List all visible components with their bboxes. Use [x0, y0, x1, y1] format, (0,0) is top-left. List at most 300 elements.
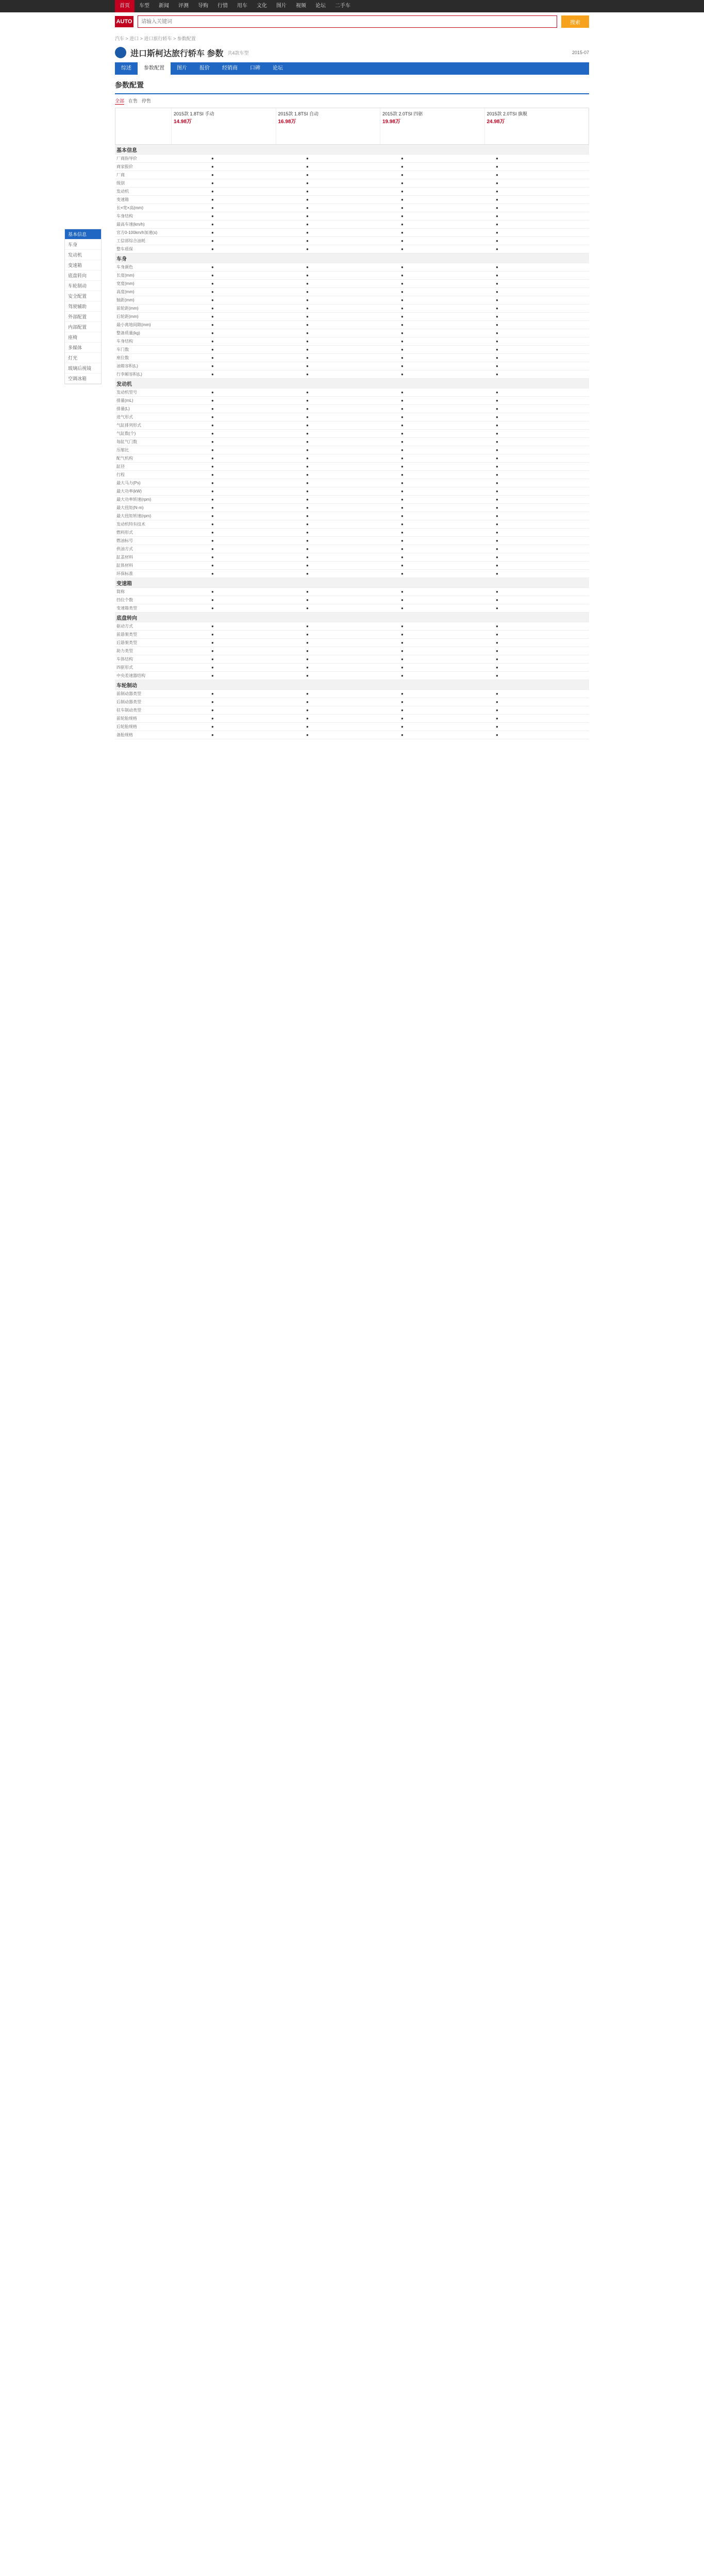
- tab[interactable]: 报价: [199, 65, 210, 71]
- side-nav-item[interactable]: 安全配置: [65, 291, 101, 301]
- spec-value: ●: [305, 487, 399, 496]
- topnav-link[interactable]: 车型: [139, 3, 149, 9]
- spec-row: [115, 263, 589, 272]
- spec-row: [115, 672, 589, 680]
- spec-label: 驱动方式: [115, 622, 210, 631]
- spec-value: ●: [305, 438, 399, 446]
- spec-row: [115, 163, 589, 171]
- tab[interactable]: 图片: [177, 65, 187, 71]
- spec-value: ●: [494, 237, 589, 245]
- side-nav-item[interactable]: 车轮制动: [65, 281, 101, 291]
- section-title: 基本信息: [115, 145, 589, 155]
- spec-value: ●: [494, 405, 589, 413]
- spec-value: ●: [305, 212, 399, 221]
- spec-value: ●: [399, 229, 494, 237]
- spec-label: 前轮胎规格: [115, 715, 210, 723]
- car-name[interactable]: 2015款 2.0TSI 旗舰: [487, 111, 528, 116]
- spec-value: ●: [399, 321, 494, 329]
- spec-value: ●: [399, 639, 494, 647]
- spec-value: ●: [210, 212, 305, 221]
- spec-value: ●: [494, 446, 589, 454]
- spec-value: ●: [399, 664, 494, 672]
- spec-row: [115, 413, 589, 421]
- spec-value: ●: [494, 346, 589, 354]
- spec-value: ●: [494, 537, 589, 545]
- spec-value: ●: [305, 329, 399, 337]
- spec-value: ●: [399, 280, 494, 288]
- side-nav-item[interactable]: 车身: [65, 240, 101, 250]
- spec-value: ●: [305, 664, 399, 672]
- spec-value: ●: [494, 313, 589, 321]
- car-column: [484, 108, 589, 144]
- spec-value: ●: [305, 604, 399, 613]
- spec-value: ●: [305, 346, 399, 354]
- spec-label: 变速箱: [115, 196, 210, 204]
- spec-table: [115, 145, 589, 253]
- spec-label: 挡位个数: [115, 596, 210, 604]
- section-title: 车轮制动: [115, 680, 589, 690]
- spec-label: 整备质量(kg): [115, 329, 210, 337]
- spec-value: ●: [494, 622, 589, 631]
- spec-value: ●: [210, 698, 305, 706]
- spec-value: ●: [494, 354, 589, 362]
- spec-row: [115, 188, 589, 196]
- spec-table: [115, 379, 589, 578]
- spec-value: ●: [210, 520, 305, 529]
- spec-value: ●: [305, 288, 399, 296]
- spec-label: 车身结构: [115, 337, 210, 346]
- topnav-link[interactable]: 文化: [257, 3, 267, 9]
- spec-value: ●: [305, 537, 399, 545]
- side-nav-item[interactable]: 基本信息: [65, 229, 101, 240]
- spec-value: ●: [305, 354, 399, 362]
- spec-value: ●: [210, 237, 305, 245]
- spec-value: ●: [305, 163, 399, 171]
- spec-value: ●: [494, 370, 589, 379]
- spec-value: ●: [494, 362, 589, 370]
- spec-value: ●: [494, 454, 589, 463]
- topnav-link[interactable]: 导购: [198, 3, 208, 9]
- spec-value: ●: [305, 596, 399, 604]
- spec-row: [115, 537, 589, 545]
- spec-value: ●: [399, 171, 494, 179]
- spec-row: [115, 313, 589, 321]
- spec-label: 发动机型号: [115, 388, 210, 397]
- spec-value: ●: [305, 280, 399, 288]
- spec-value: ●: [494, 212, 589, 221]
- spec-label: 缸径: [115, 463, 210, 471]
- spec-row: [115, 596, 589, 604]
- spec-value: ●: [305, 304, 399, 313]
- spec-label: 气缸数(个): [115, 430, 210, 438]
- spec-value: ●: [399, 463, 494, 471]
- spec-value: ●: [494, 245, 589, 253]
- spec-row: [115, 454, 589, 463]
- spec-value: ●: [210, 196, 305, 204]
- spec-label: 配气机构: [115, 454, 210, 463]
- spec-value: ●: [210, 296, 305, 304]
- spec-value: ●: [494, 487, 589, 496]
- spec-label: 后轮距(mm): [115, 313, 210, 321]
- spec-value: ●: [210, 631, 305, 639]
- spec-row: [115, 723, 589, 731]
- spec-value: ●: [305, 496, 399, 504]
- search-button[interactable]: 搜索: [561, 15, 589, 28]
- spec-value: ●: [305, 706, 399, 715]
- topnav-link[interactable]: 新闻: [159, 3, 169, 9]
- tab[interactable]: 经销商: [222, 65, 238, 71]
- spec-value: ●: [210, 562, 305, 570]
- topnav-link[interactable]: 首页: [115, 0, 135, 12]
- spec-value: ●: [399, 221, 494, 229]
- spec-value: ●: [494, 421, 589, 430]
- spec-value: ●: [210, 304, 305, 313]
- spec-row: [115, 463, 589, 471]
- topnav-link[interactable]: 评测: [178, 3, 189, 9]
- spec-value: ●: [210, 354, 305, 362]
- spec-value: ●: [305, 272, 399, 280]
- spec-value: ●: [210, 397, 305, 405]
- spec-row: [115, 504, 589, 512]
- spec-value: ●: [494, 296, 589, 304]
- car-price: 19.98万: [382, 119, 401, 125]
- side-nav-item[interactable]: 底盘转向: [65, 270, 101, 281]
- spec-value: ●: [305, 723, 399, 731]
- section-header: [115, 613, 589, 622]
- spec-value: ●: [210, 430, 305, 438]
- spec-value: ●: [494, 155, 589, 163]
- spec-value: ●: [494, 263, 589, 272]
- spec-value: ●: [305, 321, 399, 329]
- spec-value: ●: [305, 296, 399, 304]
- spec-row: [115, 706, 589, 715]
- spec-value: ●: [494, 430, 589, 438]
- spec-value: ●: [305, 512, 399, 520]
- spec-value: ●: [305, 562, 399, 570]
- topnav-link[interactable]: 行情: [217, 3, 228, 9]
- spec-value: ●: [210, 588, 305, 596]
- filter-bar: [115, 94, 589, 108]
- spec-value: ●: [399, 690, 494, 698]
- breadcrumb: 汽车 > 进口 > 进口旅行轿车 > 参数配置: [115, 36, 196, 41]
- spec-value: ●: [494, 388, 589, 397]
- spec-table: [115, 680, 589, 739]
- spec-value: ●: [210, 155, 305, 163]
- spec-value: ●: [210, 288, 305, 296]
- spec-label: 最大功率(kW): [115, 487, 210, 496]
- spec-value: ●: [494, 304, 589, 313]
- spec-label: 轴距(mm): [115, 296, 210, 304]
- spec-value: ●: [210, 280, 305, 288]
- spec-value: ●: [305, 221, 399, 229]
- spec-value: ●: [210, 639, 305, 647]
- tab[interactable]: 参数配置: [138, 62, 171, 75]
- spec-value: ●: [305, 471, 399, 479]
- search-input[interactable]: [138, 16, 557, 27]
- spec-value: ●: [399, 272, 494, 280]
- spec-row: [115, 496, 589, 504]
- spec-label: 最大扭矩(N·m): [115, 504, 210, 512]
- spec-label: 工信部综合油耗: [115, 237, 210, 245]
- spec-row: [115, 446, 589, 454]
- spec-row: [115, 487, 589, 496]
- spec-row: [115, 520, 589, 529]
- spec-row: [115, 622, 589, 631]
- spec-value: ●: [210, 263, 305, 272]
- spec-value: ●: [494, 690, 589, 698]
- spec-label: 环保标准: [115, 570, 210, 578]
- spec-value: ●: [210, 405, 305, 413]
- spec-value: ●: [494, 529, 589, 537]
- spec-value: ●: [399, 405, 494, 413]
- spec-value: ●: [399, 487, 494, 496]
- spec-row: [115, 430, 589, 438]
- spec-row: [115, 272, 589, 280]
- spec-value: ●: [210, 496, 305, 504]
- spec-value: ●: [305, 413, 399, 421]
- spec-value: ●: [494, 655, 589, 664]
- spec-row: [115, 664, 589, 672]
- car-price: 24.98万: [487, 119, 505, 125]
- filter-option[interactable]: 全部: [115, 98, 125, 104]
- tab[interactable]: 综述: [121, 65, 131, 71]
- spec-value: ●: [494, 588, 589, 596]
- spec-label: 气缸排列形式: [115, 421, 210, 430]
- spec-value: ●: [210, 529, 305, 537]
- spec-label: 油箱容积(L): [115, 362, 210, 370]
- spec-value: ●: [210, 413, 305, 421]
- spec-value: ●: [305, 639, 399, 647]
- spec-row: [115, 639, 589, 647]
- spec-row: [115, 280, 589, 288]
- spec-row: [115, 553, 589, 562]
- spec-value: ●: [305, 388, 399, 397]
- spec-value: ●: [399, 196, 494, 204]
- side-nav-item[interactable]: 驾驶辅助: [65, 301, 101, 312]
- spec-value: ●: [305, 731, 399, 739]
- side-nav-item[interactable]: 空调冰箱: [65, 374, 101, 384]
- spec-value: ●: [399, 545, 494, 553]
- filter-option[interactable]: 在售: [128, 98, 138, 104]
- spec-value: ●: [399, 304, 494, 313]
- spec-value: ●: [305, 504, 399, 512]
- spec-value: ●: [399, 263, 494, 272]
- spec-row: [115, 698, 589, 706]
- car-price: 16.98万: [278, 119, 296, 125]
- spec-value: ●: [399, 337, 494, 346]
- spec-label: 整车质保: [115, 245, 210, 253]
- spec-value: ●: [494, 723, 589, 731]
- spec-label: 前制动器类型: [115, 690, 210, 698]
- spec-row: [115, 354, 589, 362]
- spec-row: [115, 545, 589, 553]
- spec-value: ●: [210, 313, 305, 321]
- topnav-link[interactable]: 图片: [276, 3, 287, 9]
- spec-value: ●: [305, 362, 399, 370]
- spec-row: [115, 479, 589, 487]
- spec-row: [115, 221, 589, 229]
- spec-value: ●: [399, 622, 494, 631]
- spec-value: ●: [494, 196, 589, 204]
- spec-row: [115, 471, 589, 479]
- spec-row: [115, 690, 589, 698]
- spec-value: ●: [399, 163, 494, 171]
- spec-value: ●: [305, 570, 399, 578]
- spec-value: ●: [210, 622, 305, 631]
- spec-value: ●: [305, 479, 399, 487]
- spec-value: ●: [210, 454, 305, 463]
- spec-value: ●: [399, 562, 494, 570]
- topnav-link[interactable]: 二手车: [335, 3, 350, 9]
- side-nav-item[interactable]: 变速箱: [65, 260, 101, 270]
- spec-row: [115, 588, 589, 596]
- spec-value: ●: [210, 171, 305, 179]
- side-nav-item[interactable]: 灯光: [65, 353, 101, 363]
- spec-value: ●: [494, 471, 589, 479]
- spec-value: ●: [210, 463, 305, 471]
- spec-label: 最高车速(km/h): [115, 221, 210, 229]
- spec-label: 每缸气门数: [115, 438, 210, 446]
- spec-value: ●: [399, 520, 494, 529]
- spec-label: 压缩比: [115, 446, 210, 454]
- spec-value: ●: [494, 596, 589, 604]
- spec-row: [115, 321, 589, 329]
- spec-value: ●: [494, 570, 589, 578]
- spec-value: ●: [494, 188, 589, 196]
- spec-value: ●: [210, 512, 305, 520]
- spec-value: ●: [305, 370, 399, 379]
- spec-value: ●: [399, 496, 494, 504]
- spec-label: 宽度(mm): [115, 280, 210, 288]
- spec-value: ●: [210, 163, 305, 171]
- spec-value: ●: [305, 237, 399, 245]
- spec-row: [115, 155, 589, 163]
- tab-bar: [115, 62, 589, 75]
- spec-value: ●: [305, 337, 399, 346]
- spec-value: ●: [305, 179, 399, 188]
- spec-label: 官方0-100km/h加速(s): [115, 229, 210, 237]
- side-nav-item[interactable]: 玻璃后视镜: [65, 363, 101, 374]
- spec-value: ●: [210, 188, 305, 196]
- spec-label: 行李厢容积(L): [115, 370, 210, 379]
- car-name[interactable]: 2015款 2.0TSI 四驱: [382, 111, 423, 116]
- spec-label: 最大马力(Ps): [115, 479, 210, 487]
- spec-value: ●: [305, 672, 399, 680]
- spec-label: 备胎规格: [115, 731, 210, 739]
- spec-label: 后悬架类型: [115, 639, 210, 647]
- spec-value: ●: [399, 553, 494, 562]
- spec-value: ●: [305, 397, 399, 405]
- spec-label: 高度(mm): [115, 288, 210, 296]
- spec-value: ●: [399, 588, 494, 596]
- spec-value: ●: [494, 698, 589, 706]
- spec-value: ●: [399, 370, 494, 379]
- spec-label: 排量(mL): [115, 397, 210, 405]
- spec-value: ●: [210, 245, 305, 253]
- model-count: 共4款车型: [227, 50, 249, 56]
- topnav-link[interactable]: 论坛: [315, 3, 326, 9]
- spec-label: 厂商: [115, 171, 210, 179]
- spec-value: ●: [494, 545, 589, 553]
- spec-value: ●: [210, 655, 305, 664]
- spec-value: ●: [494, 520, 589, 529]
- spec-value: ●: [210, 545, 305, 553]
- topnav-link[interactable]: 用车: [237, 3, 247, 9]
- spec-table: [115, 253, 589, 379]
- spec-value: ●: [305, 245, 399, 253]
- spec-value: ●: [494, 706, 589, 715]
- side-nav-item[interactable]: 内部配置: [65, 322, 101, 332]
- spec-row: [115, 304, 589, 313]
- spec-value: ●: [305, 647, 399, 655]
- filter-option[interactable]: 停售: [142, 98, 152, 104]
- spec-value: ●: [494, 221, 589, 229]
- spec-row: [115, 229, 589, 237]
- spec-value: ●: [494, 512, 589, 520]
- spec-value: ●: [399, 296, 494, 304]
- spec-value: ●: [494, 329, 589, 337]
- spec-value: ●: [399, 362, 494, 370]
- spec-value: ●: [210, 321, 305, 329]
- spec-value: ●: [494, 171, 589, 179]
- logo[interactable]: AUTO: [115, 16, 133, 27]
- side-nav-item[interactable]: 外部配置: [65, 312, 101, 322]
- side-nav-item[interactable]: 多媒体: [65, 343, 101, 353]
- side-nav-item[interactable]: 座椅: [65, 332, 101, 343]
- spec-value: ●: [210, 723, 305, 731]
- spec-value: ●: [399, 604, 494, 613]
- spec-value: ●: [494, 463, 589, 471]
- spec-table: [115, 613, 589, 680]
- spec-label: 前悬架类型: [115, 631, 210, 639]
- tab[interactable]: 论坛: [273, 65, 283, 71]
- spec-value: ●: [494, 479, 589, 487]
- section-header: [115, 379, 589, 388]
- spec-row: [115, 212, 589, 221]
- spec-row: [115, 562, 589, 570]
- spec-label: 燃油标号: [115, 537, 210, 545]
- spec-value: ●: [399, 446, 494, 454]
- spec-value: ●: [305, 463, 399, 471]
- spec-value: ●: [399, 438, 494, 446]
- spec-value: ●: [210, 672, 305, 680]
- spec-label: 进气形式: [115, 413, 210, 421]
- tab[interactable]: 口碑: [250, 65, 260, 71]
- section-title: 发动机: [115, 379, 589, 388]
- spec-value: ●: [399, 188, 494, 196]
- spec-value: ●: [305, 622, 399, 631]
- spec-value: ●: [399, 504, 494, 512]
- spec-value: ●: [399, 288, 494, 296]
- spec-row: [115, 647, 589, 655]
- spec-value: ●: [210, 438, 305, 446]
- car-name[interactable]: 2015款 1.8TSI 手动: [174, 111, 214, 116]
- spec-value: ●: [399, 631, 494, 639]
- spec-value: ●: [305, 229, 399, 237]
- section-title: 参数配置: [115, 75, 589, 94]
- topnav-link[interactable]: 视频: [296, 3, 306, 9]
- spec-row: [115, 179, 589, 188]
- car-name[interactable]: 2015款 1.8TSI 自动: [278, 111, 319, 116]
- spec-value: ●: [305, 715, 399, 723]
- spec-value: ●: [305, 155, 399, 163]
- spec-value: ●: [399, 723, 494, 731]
- spec-row: [115, 196, 589, 204]
- spec-label: 四驱形式: [115, 664, 210, 672]
- side-nav-item[interactable]: 发动机: [65, 250, 101, 260]
- spec-value: ●: [494, 229, 589, 237]
- spec-value: ●: [399, 430, 494, 438]
